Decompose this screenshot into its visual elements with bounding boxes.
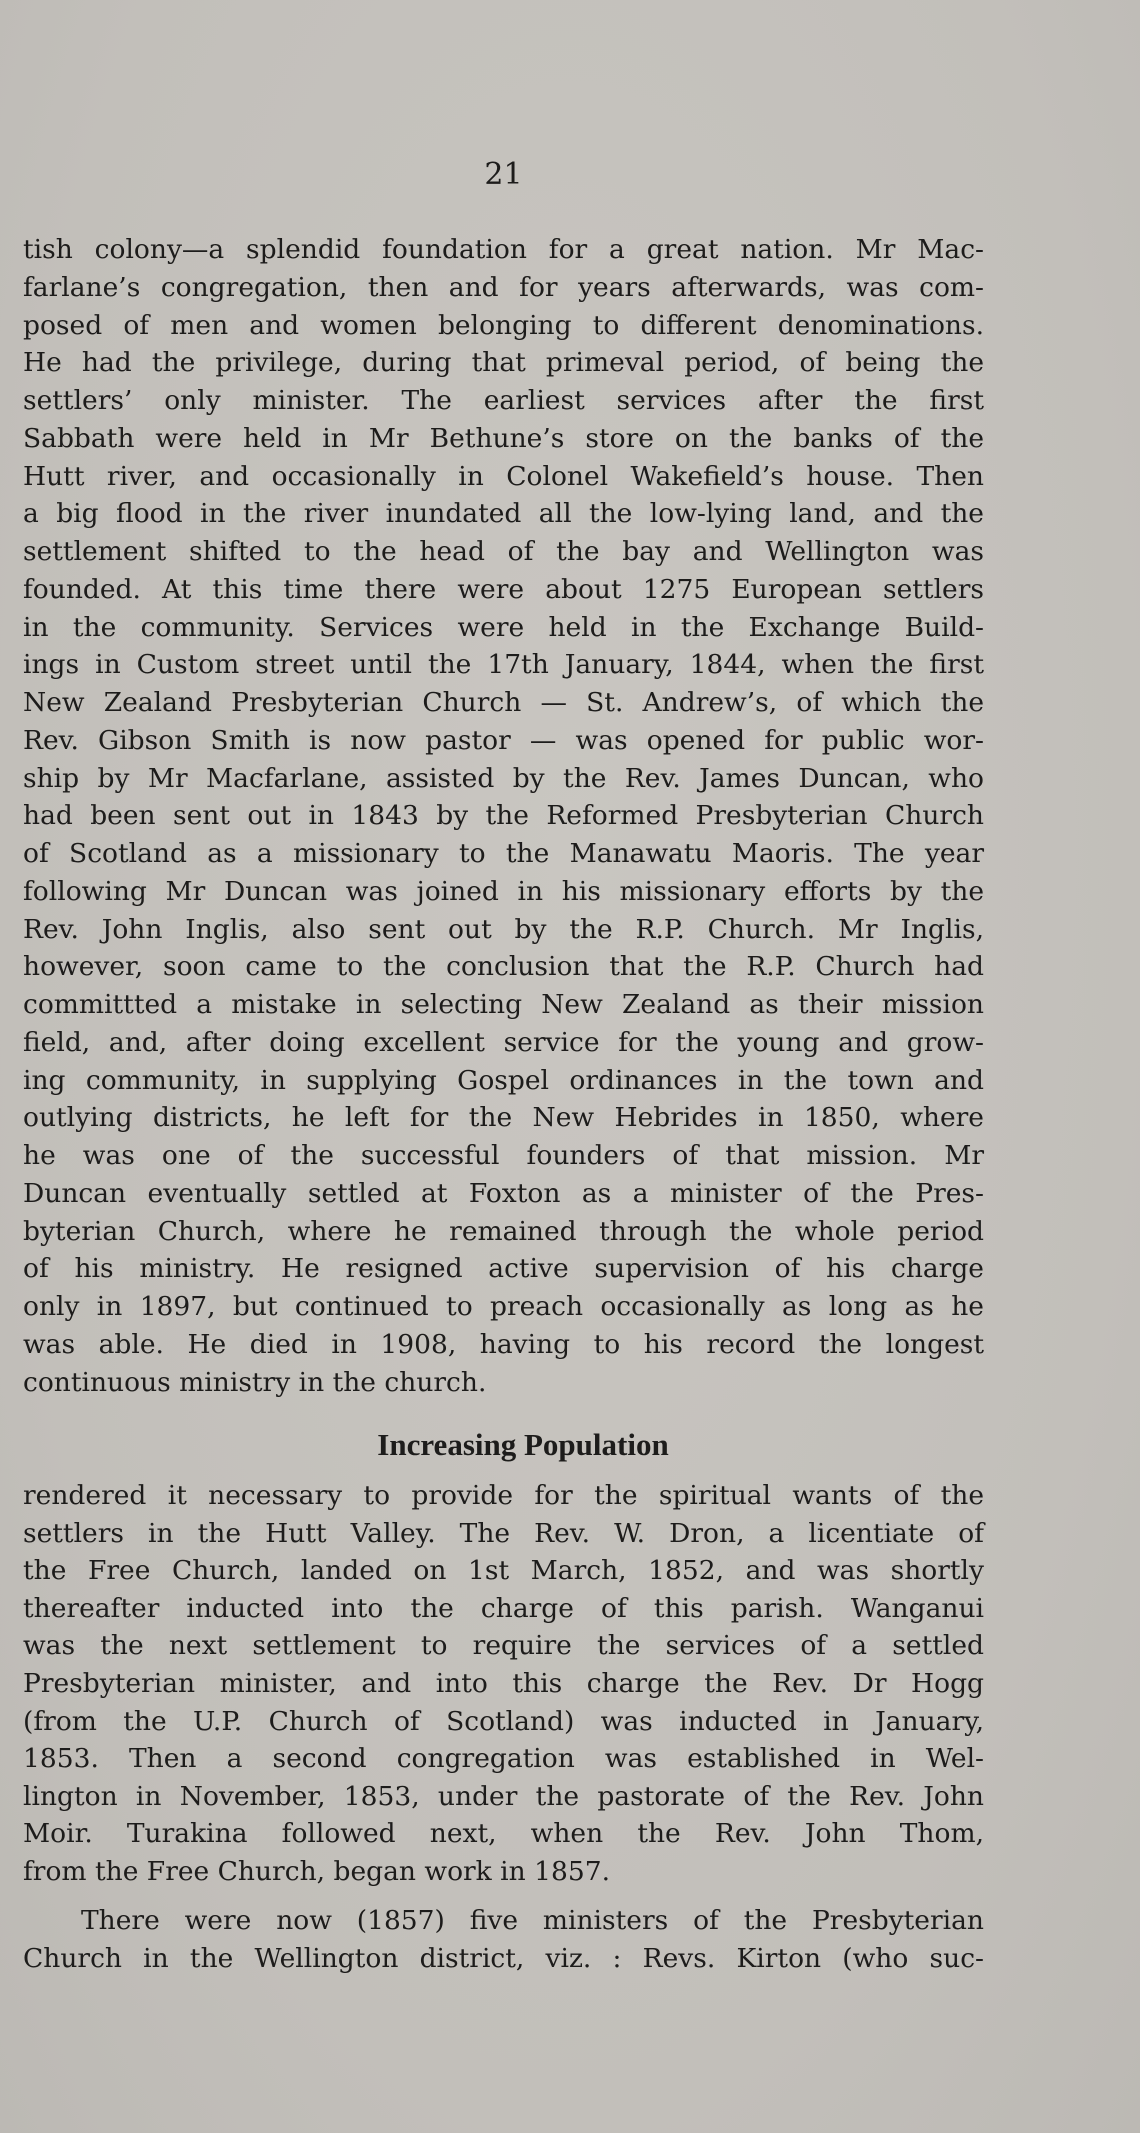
text-line: ings in Custom street until the 17th January, 1844, when the first (23, 649, 984, 681)
text-line: only in 1897, but continued to preach occasionally as long as he (23, 1291, 984, 1322)
text-line: thereafter inducted into the charge of this parish. Wanganui (23, 1592, 984, 1624)
text-line: Moir. Turakina followed next, when the Rev. John Thom, (23, 1818, 984, 1850)
text-line: the Free Church, landed on 1st March, 1852, and was shortly (23, 1555, 984, 1587)
text-line: 1853. Then a second congregation was established in Wel- (23, 1743, 984, 1775)
text-line: Rev. Gibson Smith is now pastor — was opened for public wor- (23, 724, 984, 756)
text-line: however, soon came to the conclusion that the R.P. Church had (23, 951, 984, 983)
text-line: was able. He died in 1908, having to his record the longest (23, 1328, 984, 1360)
text-line: settlers’ only minister. The earliest services after the first (23, 385, 984, 416)
text-line: Rev. John Inglis, also sent out by the R.P. Church. Mr Inglis, (23, 913, 984, 945)
text-line: he was one of the successful founders of that mission. Mr (23, 1140, 984, 1171)
text-line: (from the U.P. Church of Scotland) was inducted in January, (23, 1705, 984, 1737)
text-line: byterian Church, where he remained through the whole period (23, 1215, 984, 1247)
text-line: lington in November, 1853, under the pastorate of the Rev. John (23, 1780, 984, 1812)
text-line: outlying districts, he left for the New Hebrides in 1850, where (23, 1102, 984, 1134)
text-line: He had the privilege, during that primeval period, of being the (23, 347, 984, 379)
text-line: settlement shifted to the head of the bay and Wellington was (23, 536, 984, 567)
section-heading: Increasing Population (377, 1427, 669, 1462)
text-line: There were now (1857) five ministers of the Presbyterian (81, 1905, 984, 1936)
text-line: Hutt river, and occasionally in Colonel Wakefield’s house. Then (23, 460, 984, 492)
text-line: settlers in the Hutt Valley. The Rev. W. Dron, a licentiate of (23, 1517, 984, 1549)
text-line: from the Free Church, began work in 1857. (23, 1856, 610, 1887)
text-line: Sabbath were held in Mr Bethune’s store on the banks of the (23, 422, 984, 454)
text-line: committted a mistake in selecting New Zealand as their mission (23, 989, 984, 1020)
text-line: founded. At this time there were about 1275 European settlers (23, 573, 984, 605)
page-number: 21 (484, 157, 523, 192)
text-line: had been sent out in 1843 by the Reformed Presbyterian Church (23, 800, 984, 832)
text-line: ing community, in supplying Gospel ordinances in the town and (23, 1064, 984, 1096)
text-line: Duncan eventually settled at Foxton as a minister of the Pres- (23, 1177, 984, 1209)
text-line: tish colony—a splendid foundation for a great nation. Mr Mac- (23, 234, 984, 265)
text-line: New Zealand Presbyterian Church — St. Andrew’s, of which the (23, 687, 984, 718)
text-line: ship by Mr Macfarlane, assisted by the Rev. James Duncan, who (23, 762, 984, 794)
text-line: field, and, after doing excellent service for the young and grow- (23, 1026, 984, 1058)
text-line: a big flood in the river inundated all the low-lying land, and the (23, 498, 984, 530)
text-line: farlane’s congregation, then and for years afterwards, was com- (23, 271, 984, 303)
text-line: was the next settlement to require the services of a settled (23, 1630, 984, 1662)
text-line: posed of men and women belonging to different denominations. (23, 309, 984, 341)
text-line: in the community. Services were held in the Exchange Build- (23, 611, 984, 643)
text-line: following Mr Duncan was joined in his missionary efforts by the (23, 875, 984, 907)
text-line: continuous ministry in the church. (23, 1366, 487, 1398)
text-line: Church in the Wellington district, viz. : Revs. Kirton (who suc- (23, 1943, 984, 1974)
text-line: of Scotland as a missionary to the Manawatu Maoris. The year (23, 838, 984, 869)
text-line: Presbyterian minister, and into this charge the Rev. Dr Hogg (23, 1668, 984, 1699)
text-line: rendered it necessary to provide for the spiritual wants of the (23, 1480, 984, 1511)
text-line: of his ministry. He resigned active supervision of his charge (23, 1253, 984, 1285)
